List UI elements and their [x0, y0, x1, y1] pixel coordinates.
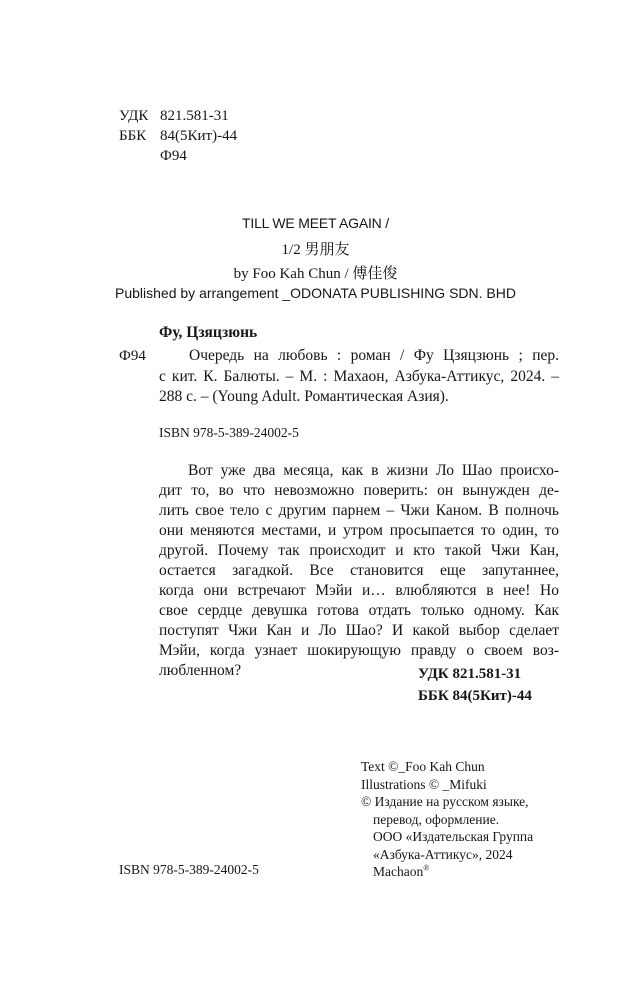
annotation	[159, 461, 559, 681]
entry-isbn: ISBN 978-5-389-24002-5	[159, 425, 299, 440]
annotation-line: они меняются местами, и утром просыпается то один, то	[159, 522, 559, 539]
annotation-line: когда они встречают Мэйи и… влюбляются в нее! Но	[159, 582, 559, 599]
author-mark: Ф94	[160, 148, 187, 164]
annotation-line: остается загадкой. Все становится еще запутаннее,	[159, 562, 559, 579]
original-author-line: by Foo Kah Chun / 傅佳俊	[233, 266, 398, 282]
copyright-publisher-1: ООО «Издательская Группа	[373, 829, 534, 844]
annotation-line: свое сердце девушка готова отдать только одному. Как	[159, 602, 559, 619]
classification-codes	[119, 106, 237, 166]
annotation-line: Мэйи, когда узнает шокирующую правду о своем воз-	[159, 642, 559, 659]
original-title-cjk: 1/2 男朋友	[281, 242, 350, 258]
udk-value: 821.581-31	[160, 108, 229, 124]
annotation-line: дит то, во что невозможно поверить: он вынужден де-	[159, 482, 559, 499]
annotation-line: поступят Чжи Кан и Ло Шао? И какой выбор сделает	[159, 622, 559, 639]
original-title: TILL WE MEET AGAIN /	[242, 215, 389, 231]
entry-line: 288 с. – (Young Adult. Романтическая Азия).	[159, 388, 449, 405]
copyright-text: Text ©_Foo Kah Chun	[361, 759, 485, 774]
copyright-imprint	[361, 863, 611, 881]
annotation-line: Вот уже два месяца, как в жизни Ло Шао происхо-	[188, 462, 559, 479]
annotation-line: лить свое тело с другим парнем – Чжи Каном. В полночь	[159, 502, 559, 519]
copyright-publisher-2: «Азбука-Аттикус», 2024	[373, 846, 513, 862]
entry-line: с кит. К. Балюты. – М. : Махаон, Азбука-Аттикус, 2024. –	[159, 367, 559, 385]
entry-author: Фу, Цзяцзюнь	[159, 324, 258, 341]
bottom-classification	[418, 663, 532, 707]
entry-mark: Ф94	[119, 348, 146, 364]
author-mark-row	[119, 146, 237, 166]
annotation-line: любленном?	[159, 662, 242, 679]
udk-label: УДК	[119, 108, 149, 124]
bbk-label: ББК	[119, 128, 147, 144]
bbk-row	[119, 126, 237, 146]
copyright-edition-2: перевод, оформление.	[373, 811, 500, 827]
imprint-name: Machaon	[373, 864, 424, 879]
bottom-isbn: ISBN 978-5-389-24002-5	[119, 862, 259, 877]
bottom-bbk: ББК 84(5Кит)-44	[418, 688, 532, 704]
bbk-value: 84(5Кит)-44	[160, 128, 238, 144]
copyright-illustrations: Illustrations © _Mifuki	[361, 776, 487, 792]
entry-line: Очередь на любовь : роман / Фу Цзяцзюнь ; пер.	[189, 347, 559, 364]
published-by-line: Published by arrangement _ODONATA PUBLISHING SDN. BHD	[115, 285, 516, 301]
copyright-edition-1: © Издание на русском языке,	[361, 794, 529, 809]
copyright-block	[361, 758, 611, 881]
udk-row	[119, 106, 237, 126]
entry-description	[159, 346, 559, 408]
registered-mark: ®	[423, 863, 430, 873]
annotation-line: другой. Почему так происходит и кто такой Чжи Кан,	[159, 542, 559, 559]
bottom-udk: УДК 821.581-31	[418, 666, 522, 682]
